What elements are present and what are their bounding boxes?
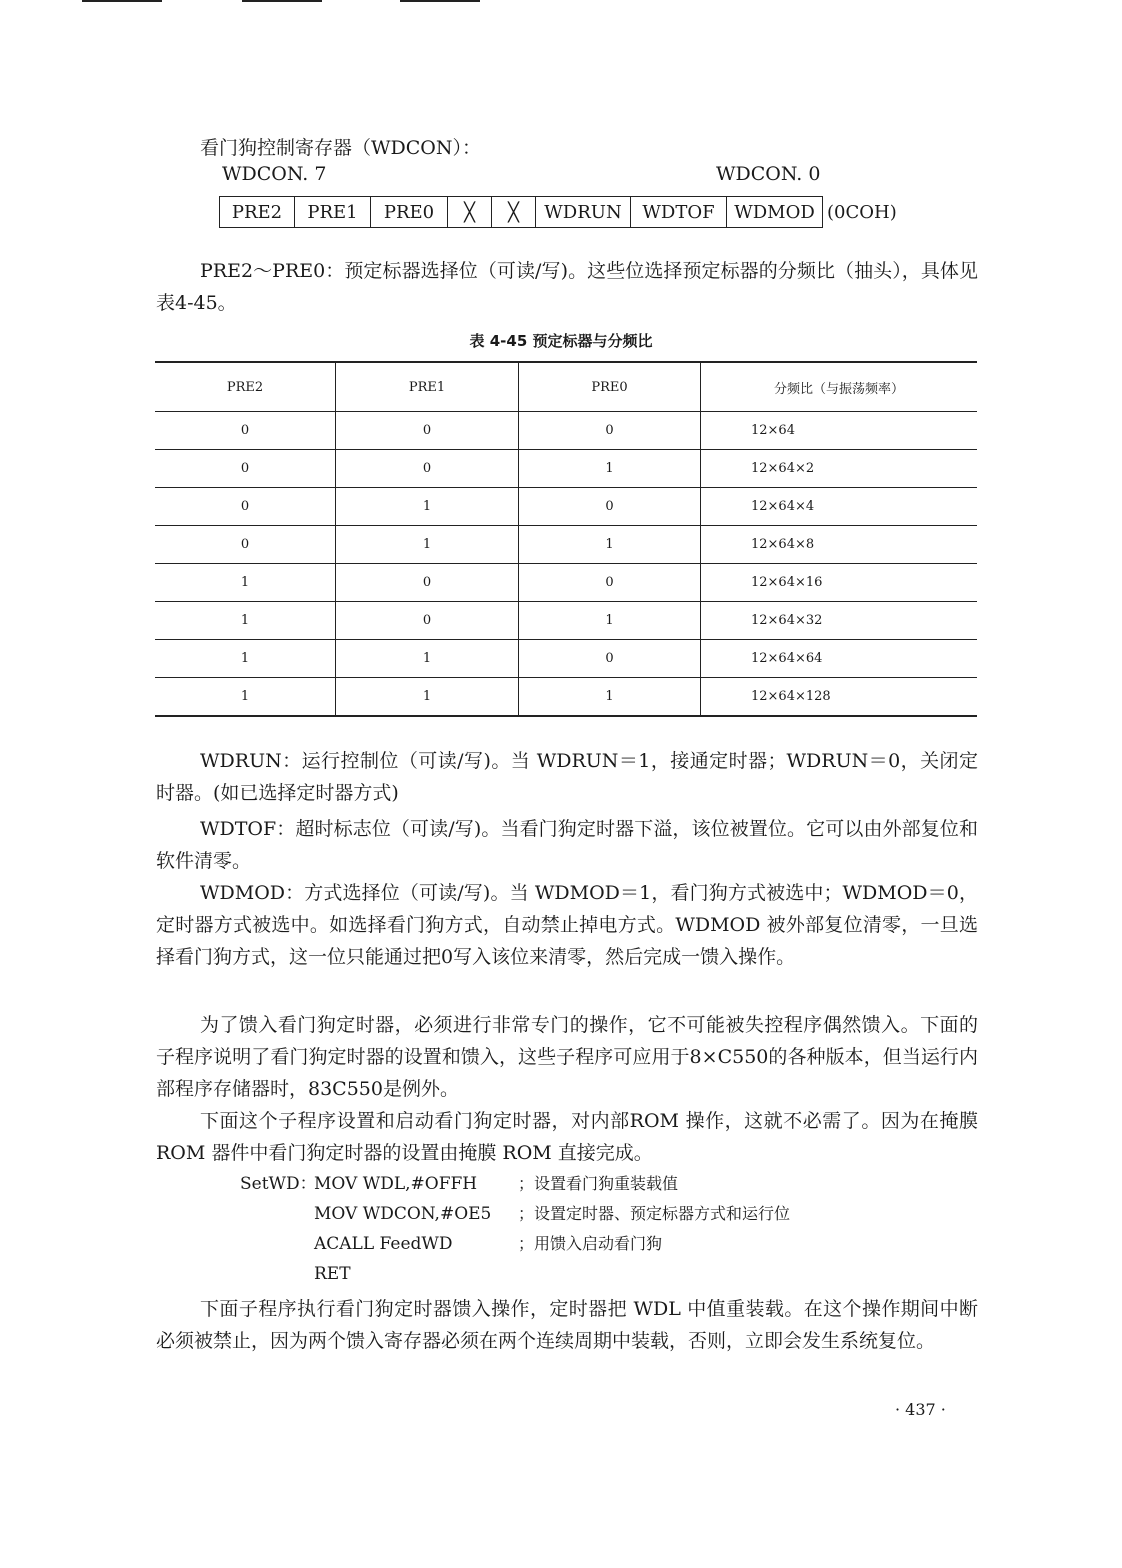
code-instruction: MOV WDCON,#OE5: [314, 1204, 492, 1224]
top-rule: [82, 0, 162, 2]
column-header: PRE2: [155, 362, 336, 412]
table-row: [155, 564, 977, 602]
table-cell: 1: [155, 640, 336, 678]
table-cell: 12×64×16: [701, 564, 978, 602]
top-rule: [242, 0, 322, 2]
para-wdtof: WDTOF：超时标志位（可读/写)。当看门狗定时器下溢，该位被置位。它可以由外部复位和软件清零。: [156, 818, 978, 872]
para-setup: 下面这个子程序设置和启动看门狗定时器，对内部ROM 操作，这就不必需了。因为在掩膜 ROM 器件中看门狗定时器的设置由掩膜 ROM 直接完成。: [156, 1110, 978, 1164]
table-cell: 1: [155, 602, 336, 640]
register-msb-label: WDCON. 7: [222, 163, 327, 185]
table-cell: 0: [155, 488, 336, 526]
para-wdrun: WDRUN：运行控制位（可读/写)。当 WDRUN＝1，接通定时器；WDRUN＝0，关闭定时器。(如已选择定时器方式): [156, 750, 978, 804]
page-number: · 437 ·: [895, 1400, 946, 1419]
code-label: SetWD：: [240, 1174, 317, 1194]
table-row: [155, 526, 977, 564]
para-exec: 下面子程序执行看门狗定时器馈入操作，定时器把 WDL 中值重装载。在这个操作期间中断必须被禁止，因为两个馈入寄存器必须在两个连续周期中装载，否则，立即会发生系统复位。: [156, 1298, 978, 1352]
column-header: PRE1: [336, 362, 519, 412]
table-cell: 1: [519, 450, 701, 488]
table-cell: 0: [155, 412, 336, 450]
column-header: PRE0: [519, 362, 701, 412]
table-cell: 12×64×32: [701, 602, 978, 640]
column-header: 分频比（与振荡频率）: [701, 362, 978, 412]
table-cell: 12×64: [701, 412, 978, 450]
code-comment: ；设置定时器、预定标器方式和运行位: [518, 1204, 791, 1223]
code-comment: ；设置看门狗重装载值: [518, 1174, 679, 1193]
table-cell: 0: [519, 640, 701, 678]
table-cell: 0: [336, 412, 519, 450]
table-cell: 12×64×128: [701, 678, 978, 717]
register-bit: PRE0: [371, 196, 448, 228]
para-feed: 为了馈入看门狗定时器，必须进行非常专门的操作，它不可能被失控程序偶然馈入。下面的子程序说明了看门狗定时器的设置和馈入，这些子程序可应用于8×C550的各种版本，但当运行内部程序存储器时，83C550是例外。: [156, 1014, 978, 1100]
table-cell: 0: [336, 564, 519, 602]
table-cell: 0: [519, 412, 701, 450]
table-cell: 1: [155, 678, 336, 717]
prescaler-table: [155, 361, 977, 717]
table-cell: 1: [519, 602, 701, 640]
table-cell: 0: [519, 564, 701, 602]
table-cell: 1: [336, 526, 519, 564]
table-row: [155, 450, 977, 488]
table-cell: 1: [155, 564, 336, 602]
register-bit: WDMOD: [727, 196, 823, 228]
table-cell: 0: [336, 602, 519, 640]
register-bit: ╳: [492, 196, 536, 228]
table-cell: 1: [519, 526, 701, 564]
table-cell: 12×64×4: [701, 488, 978, 526]
register-bit-row: [219, 196, 897, 228]
code-instruction: MOV WDL,#OFFH: [314, 1174, 478, 1194]
code-comment: ；用馈入启动看门狗: [518, 1234, 663, 1253]
table-cell: 1: [336, 678, 519, 717]
table-cell: 1: [519, 678, 701, 717]
para-wdmod: WDMOD：方式选择位（可读/写)。当 WDMOD＝1，看门狗方式被选中；WDMOD＝0，定时器方式被选中。如选择看门狗方式，自动禁止掉电方式。WDMOD 被外部复位清零，一旦选择看门狗方式，这一位只能通过把0写入该位来清零，然后完成一馈入操作。: [156, 882, 978, 968]
table-row: [155, 640, 977, 678]
table-row: [155, 602, 977, 640]
register-bit: WDRUN: [536, 196, 631, 228]
para-pre-bits: PRE2～PRE0：预定标器选择位（可读/写)。这些位选择预定标器的分频比（抽头），具体见表4-45。: [156, 260, 978, 314]
register-bit: ╳: [448, 196, 492, 228]
table-row: [155, 412, 977, 450]
register-address: (0COH): [827, 201, 897, 223]
table-cell: 12×64×8: [701, 526, 978, 564]
top-rule: [400, 0, 480, 2]
register-bit: PRE1: [295, 196, 371, 228]
table-cell: 12×64×64: [701, 640, 978, 678]
table-caption: 表 4-45 预定标器与分频比: [469, 332, 653, 350]
table-cell: 0: [336, 450, 519, 488]
table-cell: 0: [155, 526, 336, 564]
code-instruction: RET: [314, 1264, 351, 1284]
table-cell: 0: [519, 488, 701, 526]
table-cell: 1: [336, 640, 519, 678]
code-instruction: ACALL FeedWD: [314, 1234, 453, 1254]
table-header-row: [155, 362, 977, 412]
table-cell: 12×64×2: [701, 450, 978, 488]
table-cell: 1: [336, 488, 519, 526]
register-heading: 看门狗控制寄存器（WDCON）：: [200, 137, 482, 159]
register-lsb-label: WDCON. 0: [716, 163, 821, 185]
table-row: [155, 678, 977, 717]
table-cell: 0: [155, 450, 336, 488]
register-bit: WDTOF: [631, 196, 727, 228]
table-row: [155, 488, 977, 526]
register-bit: PRE2: [219, 196, 295, 228]
